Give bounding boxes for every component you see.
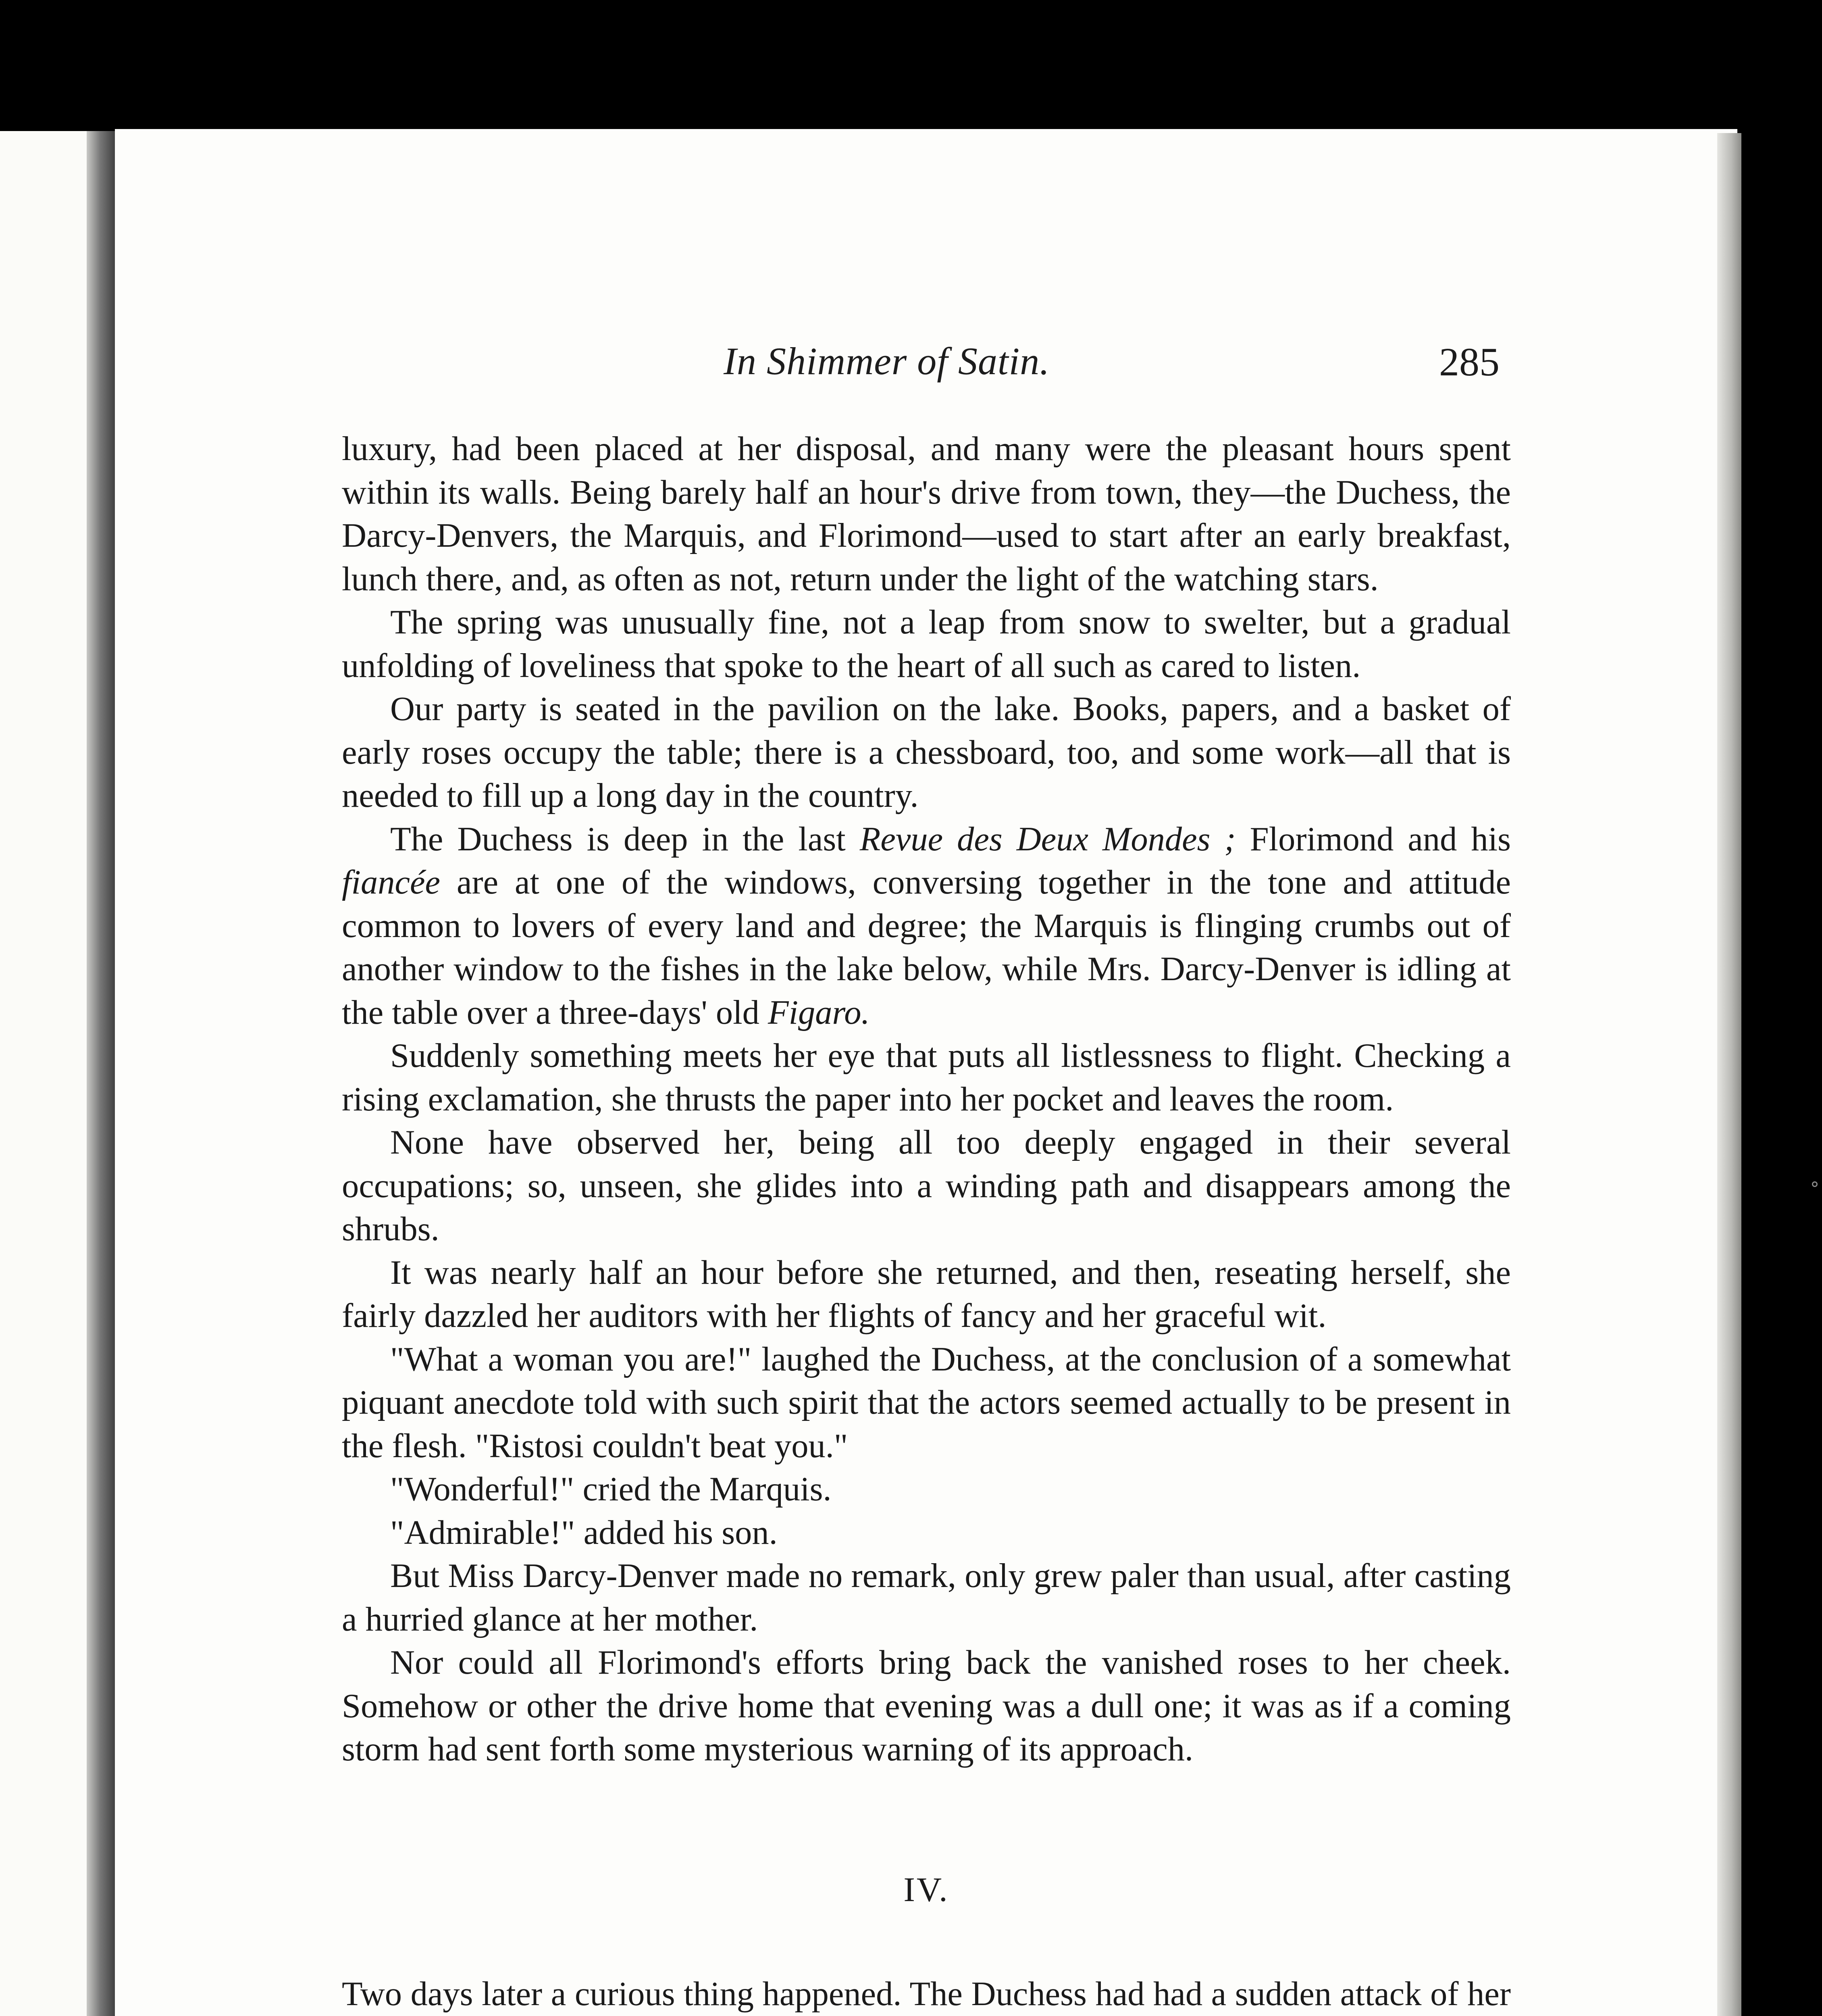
text-run: None have observed her, being all too deeply engaged in their several occupations; so, unseen, she glides into a winding path and disappears among the shrubs.	[342, 1124, 1511, 1248]
italic-phrase: fiancée	[342, 864, 440, 901]
text-run: The spring was unusually fine, not a leap from snow to swelter, but a gradual unfolding of loveliness that spoke to the heart of all such as cared to listen.	[342, 604, 1511, 685]
book-gutter	[87, 131, 117, 2016]
page-fore-edge	[1717, 133, 1741, 2016]
text-run: "Wonderful!" cried the Marquis.	[390, 1470, 832, 1508]
italic-phrase: Figaro.	[767, 993, 870, 1031]
paragraphs-after-section	[342, 1972, 1511, 2016]
paragraph	[342, 1641, 1511, 1771]
text-run: "What a woman you are!" laughed the Duchess, at the conclusion of a somewhat piquant anecdote told with such spirit that the actors seemed actually to be present in the flesh. "Ristosi couldn't beat you."	[342, 1340, 1511, 1465]
edge-mark-icon	[1812, 1181, 1818, 1187]
paragraph	[342, 1511, 1511, 1555]
paragraph	[342, 1554, 1511, 1641]
paragraph	[342, 1251, 1511, 1338]
paragraph	[342, 1338, 1511, 1468]
paragraph	[342, 1468, 1511, 1511]
italic-phrase: Revue des Deux Mondes ;	[859, 820, 1236, 858]
page-header	[115, 339, 1719, 403]
text-run: It was nearly half an hour before she returned, and then, reseating herself, she fairly dazzled her auditors with her flights of fancy and her graceful wit.	[342, 1254, 1511, 1335]
page-number: 285	[1439, 339, 1500, 384]
text-run: Suddenly something meets her eye that puts all listlessness to flight. Checking a rising exclamation, she thrusts the paper into her pocket and leaves the room.	[342, 1037, 1511, 1118]
paragraph	[342, 427, 1511, 601]
text-run: Florimond and his	[1235, 820, 1511, 858]
paragraph	[342, 1034, 1511, 1121]
paragraphs-before-section	[342, 427, 1511, 1771]
paragraph	[342, 1972, 1511, 2016]
facing-page-edge	[0, 131, 97, 2016]
paragraph	[342, 687, 1511, 818]
paragraph	[342, 818, 1511, 1035]
section-heading: IV.	[903, 1870, 949, 1909]
paragraph	[342, 601, 1511, 687]
text-run: Nor could all Florimond's efforts bring back the vanished roses to her cheek. Somehow or other the drive home that evening was a dull one; it was as if a coming storm had sent forth some mysterious warning of its approach.	[342, 1644, 1511, 1768]
body-text	[342, 427, 1511, 2016]
running-head: In Shimmer of Satin.	[724, 339, 1050, 383]
text-run: Two days later a curious thing happened. The Duchess had had a sudden attack of her	[342, 1975, 1511, 2013]
text-run: "Admirable!" added his son.	[390, 1514, 778, 1552]
text-run: But Miss Darcy-Denver made no remark, only grew paler than usual, after casting a hurried glance at her mother.	[342, 1557, 1511, 1638]
text-run: Our party is seated in the pavilion on the lake. Books, papers, and a basket of early roses occupy the table; there is a chessboard, too, and some work—all that is needed to fill up a long day in the country.	[342, 690, 1511, 814]
text-run: luxury, had been placed at her disposal, and many were the pleasant hours spent within its walls. Being barely half an hour's drive from town, they—the Duchess, the Darcy-Denvers, the Marquis, and Florimond—used to start after an early breakfast, lunch there, and, as often as not, return under the light of the watching stars.	[342, 430, 1511, 598]
text-run: are at one of the windows, conversing together in the tone and attitude common to lovers of every land and degree; the Marquis is flinging crumbs out of another window to the fishes in the lake below, while Mrs. Darcy-Denver is idling at the table over a three-days' old	[342, 864, 1511, 1031]
paragraph	[342, 1121, 1511, 1251]
text-run: The Duchess is deep in the last	[390, 820, 860, 858]
